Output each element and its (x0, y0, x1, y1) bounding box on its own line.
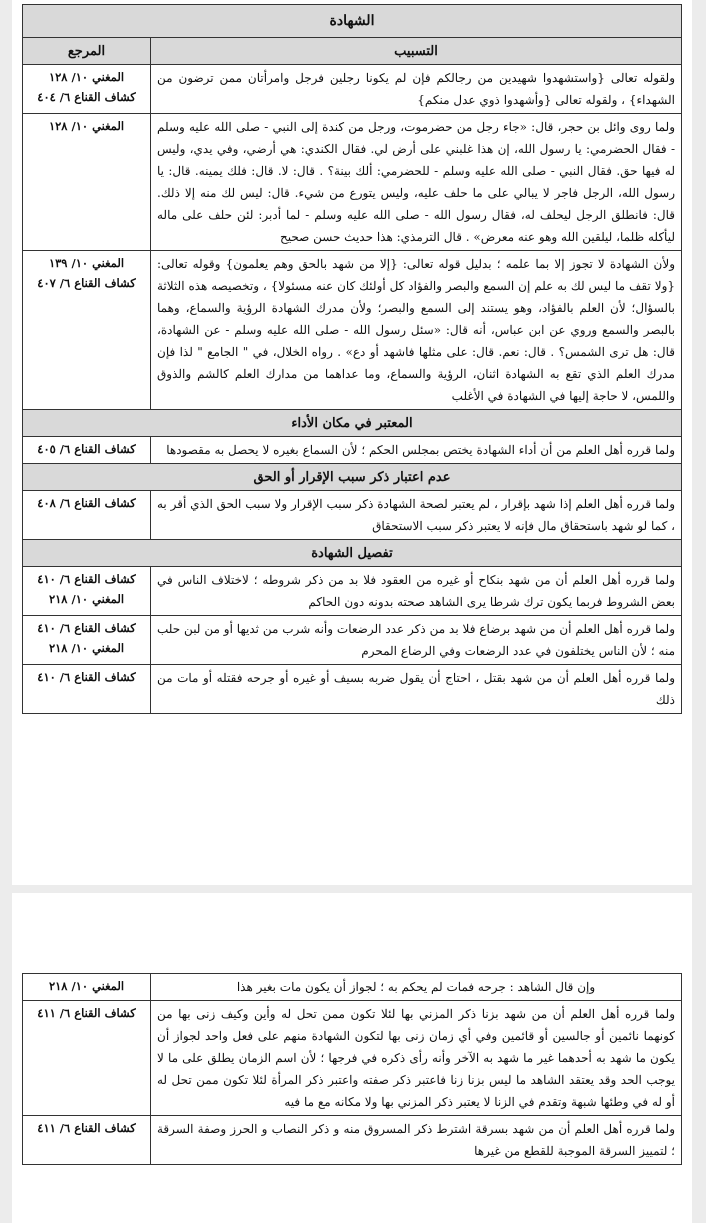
reason-cell: ولما روى وائل بن حجر، قال: «جاء رجل من حضرموت، ورجل من كندة إلى النبي - صلى الله عليه وسلم - فقال الحضرمي: يا رسول الله، إن هذا غلبني على أرض لي. فقال الكندي: هي أرضي، وفي يدي، وليس له فيها حق. فقال النبي - صلى الله عليه وسلم - للحضرمي: ألك بينة؟ . قال: لا. قال: فلك يمينه. قال: يا رسول الله، الرجل فاجر لا يبالي على ما حلف عليه، وليس يتورع من شيء. قال: ليس لك منه إلا ذلك. قال: فانطلق الرجل ليحلف له، فقال رسول الله - صلى الله عليه وسلم - لما أدبر: لئن حلف على ماله ليأكله ظلما، ليلقين الله وهو عنه معرض» . قال الترمذي: هذا حديث حسن صحيح (151, 114, 682, 251)
table-row (23, 491, 682, 540)
table-row (23, 567, 682, 616)
reason-cell: وإن قال الشاهد : جرحه فمات لم يحكم به ؛ لجواز أن يكون مات بغير هذا (151, 974, 682, 1001)
reference-item: كشاف القناع ٦/ ٤٠٥ (37, 442, 136, 456)
reason-cell: ولأن الشهادة لا تجوز إلا بما علمه ؛ بدليل قوله تعالى: {إلا من شهد بالحق وهم يعلمون} وقوله تعالى: {ولا تقف ما ليس لك به علم إن السمع والبصر والفؤاد كل أولئك كان عنه مسئولا} ، وتخصيصه هذه الثلاثة بالسؤال؛ لأن العلم بالفؤاد، وهو يستند إلى السمع والبصر؛ ولأن مدرك الشهادة الرؤية والسماع، وهما بالبصر والسمع وروي عن ابن عباس، أنه قال: «سئل رسول الله - صلى الله عليه وسلم - عن الشهادة، قال: هل ترى الشمس؟ . قال: نعم. قال: على مثلها فاشهد أو دع» . رواه الخلال، في " الجامع " لذا فإن مدرك العلم الذي تقع به الشهادة اثنان، الرؤية والسماع، وما عداهما من مدارك العلم كالشم والذوق واللمس، لا حاجة إليها في الشهادة في الأغلب (151, 251, 682, 410)
table-row (23, 616, 682, 665)
table-row (23, 1116, 682, 1165)
section-heading: تفصيل الشهادة (23, 540, 682, 567)
section-heading-row (23, 540, 682, 567)
reference-item: كشاف القناع ٦/ ٤٠٨ (37, 496, 136, 510)
table-title: الشهادة (23, 5, 682, 38)
table-row (23, 437, 682, 464)
section-heading: المعتبر في مكان الأداء (23, 410, 682, 437)
testimony-table-continued (22, 973, 682, 1165)
reference-item: المغني ١٠/ ١٢٨ (48, 119, 125, 133)
reason-cell: ولما قرره أهل العلم من أن أداء الشهادة يختص بمجلس الحكم ؛ لأن السماع بغيره لا يحصل به مقصودها (151, 437, 682, 464)
header-reason: التسبيب (151, 38, 682, 65)
document-page-2 (12, 893, 692, 1223)
document-page-1 (12, 0, 692, 885)
reference-item: كشاف القناع ٦/ ٤١٠ (37, 621, 136, 635)
reference-item: المغني ١٠/ ٢١٨ (48, 592, 125, 606)
section-heading-row (23, 410, 682, 437)
reason-cell: ولقوله تعالى {واستشهدوا شهيدين من رجالكم فإن لم يكونا رجلين فرجل وامرأتان ممن ترضون من الشهداء} ، ولقوله تعالى {وأشهدوا ذوي عدل منكم} (151, 65, 682, 114)
reference-cell (23, 567, 151, 616)
reason-cell: ولما قرره أهل العلم أن من شهد برضاع فلا بد من ذكر عدد الرضعات وأنه شرب من ثديها أو من لبن حلب منه ؛ لأن الناس يختلفون في عدد الرضعات وفي الرضاع المحرم (151, 616, 682, 665)
table-header-row (23, 38, 682, 65)
reason-cell: ولما قرره أهل العلم أن من شهد بزنا ذكر المزني بها لئلا تكون ممن تحل له وأين وكيف زنى بها من كونهما نائمين أو جالسين أو قائمين وفي أي زمان زنى بها لتكون الشهادة منهم على فعل واحد لجواز أن يكون ما شهد به أحدهما غير ما شهد به الآخر وأنه رأى ذكره في فرجها ؛ لأن اسم الزمان يطلق على ما لا يوجب الحد وقد يعتقد الشاهد ما ليس بزنا زنا فاعتبر ذكر صفته واعتبر ذكر المرأة لئلا تكون ممن تحل له أو له في وطئها شبهة وتقدم في الزنا لا يعتبر ذكر المزني بها ولا مكانه مع ما فيه (151, 1001, 682, 1116)
testimony-table (22, 4, 682, 714)
reason-cell: ولما قرره أهل العلم أن من شهد بنكاح أو غيره من العقود فلا بد من ذكر شروطه ؛ لاختلاف الناس في بعض الشروط فربما يكون ترك شرطا يرى الشاهد صحته بدونه دون الحاكم (151, 567, 682, 616)
reason-cell: ولما قرره أهل العلم إذا شهد بإقرار ، لم يعتبر لصحة الشهادة ذكر سبب الإقرار ولا سبب الحق الذي أقر به ، كما لو شهد باستحقاق مال فإنه لا يعتبر ذكر سبب الاستحقاق (151, 491, 682, 540)
reference-item: كشاف القناع ٦/ ٤٠٧ (37, 276, 136, 290)
reason-cell: ولما قرره أهل العلم أن من شهد بسرقة اشترط ذكر المسروق منه و ذكر النصاب و الحرز وصفة السرقة ؛ لتمييز السرقة الموجبة للقطع من غيرها (151, 1116, 682, 1165)
reference-cell (23, 114, 151, 251)
reference-cell (23, 1001, 151, 1116)
table-row (23, 114, 682, 251)
table-title-row (23, 5, 682, 38)
reference-item: كشاف القناع ٦/ ٤١١ (37, 1121, 136, 1135)
reference-item: كشاف القناع ٦/ ٤٠٤ (37, 90, 136, 104)
reference-cell (23, 437, 151, 464)
reference-cell (23, 1116, 151, 1165)
reference-cell (23, 616, 151, 665)
table-row (23, 665, 682, 714)
reference-cell (23, 65, 151, 114)
header-reference: المرجع (23, 38, 151, 65)
table-row (23, 65, 682, 114)
reference-item: المغني ١٠/ ١٢٨ (48, 70, 125, 84)
reference-cell (23, 974, 151, 1001)
reference-cell (23, 665, 151, 714)
reference-item: المغني ١٠/ ١٣٩ (48, 256, 125, 270)
reference-cell (23, 251, 151, 410)
reference-cell (23, 491, 151, 540)
reference-item: المغني ١٠/ ٢١٨ (48, 641, 125, 655)
section-heading: عدم اعتبار ذكر سبب الإقرار أو الحق (23, 464, 682, 491)
reference-item: المغني ١٠/ ٢١٨ (48, 979, 125, 993)
reference-item: كشاف القناع ٦/ ٤١٠ (37, 670, 136, 684)
reason-cell: ولما قرره أهل العلم أن من شهد بقتل ، احتاج أن يقول ضربه بسيف أو غيره أو جرحه فقتله أو مات من ذلك (151, 665, 682, 714)
table-row (23, 251, 682, 410)
reference-item: كشاف القناع ٦/ ٤١٠ (37, 572, 136, 586)
reference-item: كشاف القناع ٦/ ٤١١ (37, 1006, 136, 1020)
table-row (23, 974, 682, 1001)
table-row (23, 1001, 682, 1116)
section-heading-row (23, 464, 682, 491)
